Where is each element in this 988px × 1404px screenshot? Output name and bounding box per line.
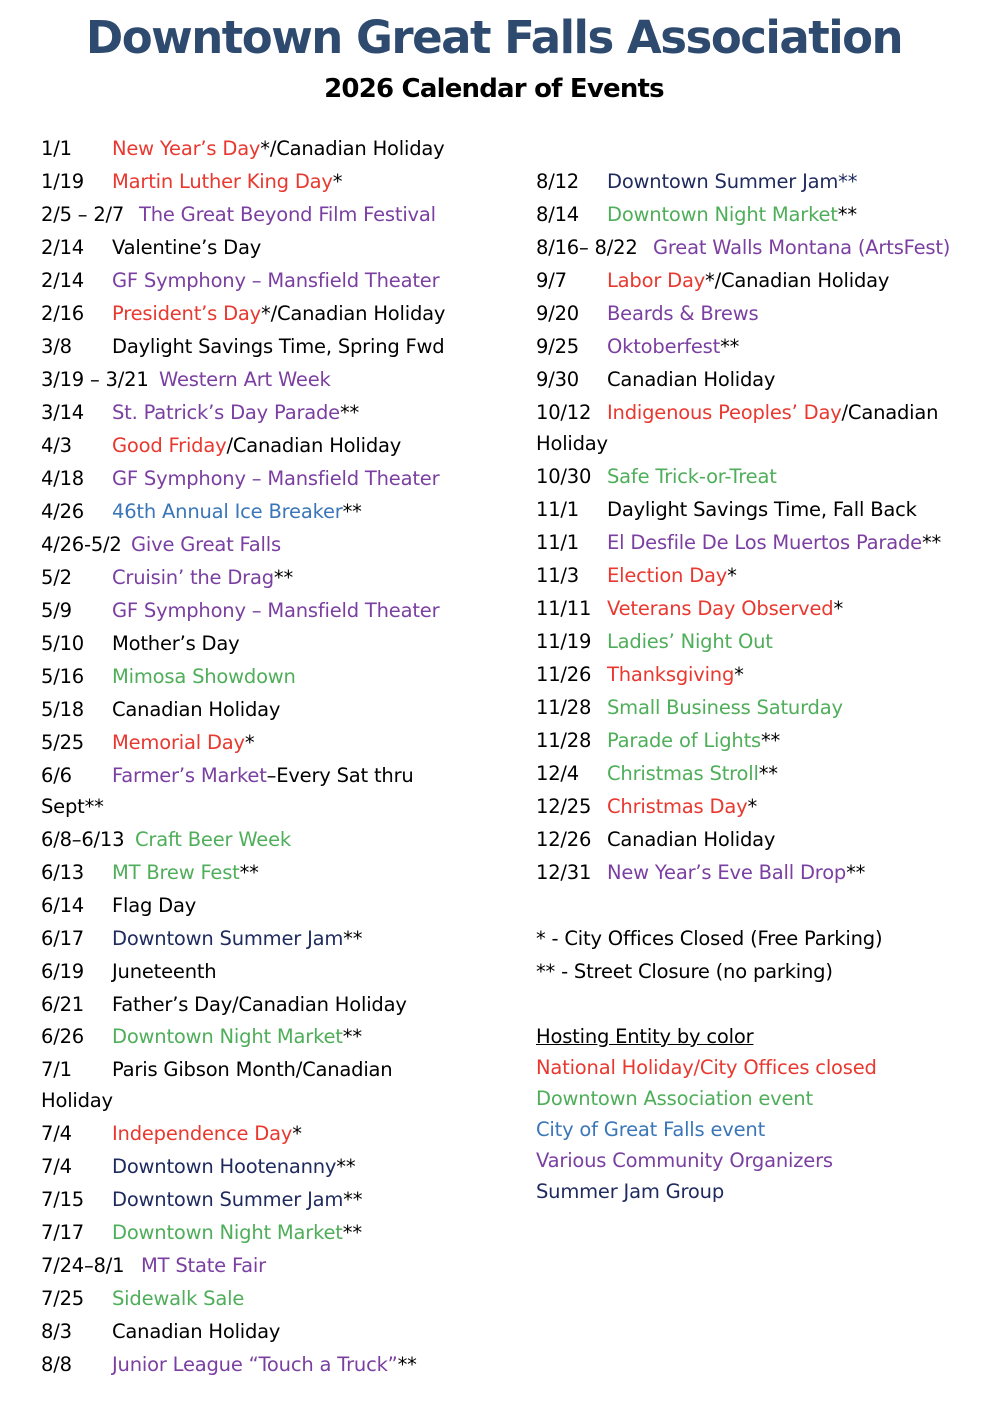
event-date: 6/8–6/13 (41, 828, 125, 851)
event-date: 7/1 (41, 1058, 72, 1081)
event-suffix: ** (758, 762, 778, 785)
event-date: 3/19 – 3/21 (41, 368, 149, 391)
event-date: 8/16– 8/22 (536, 236, 638, 259)
event-date: 11/11 (536, 597, 592, 620)
event-date: 2/5 – 2/7 (41, 203, 125, 226)
event-row (536, 265, 889, 296)
event-name: El Desfile De Los Muertos Parade (607, 531, 922, 554)
event-date: 11/19 (536, 630, 592, 653)
event-date: 2/14 (41, 269, 84, 292)
event-date: 6/6 (41, 764, 72, 787)
event-row (536, 461, 777, 492)
event-row (536, 593, 843, 624)
event-suffix: ** (761, 729, 781, 752)
event-suffix: /Canadian Holiday (536, 401, 939, 455)
event-row (536, 692, 843, 723)
event-date: 9/20 (536, 302, 579, 325)
event-name: Western Art Week (159, 368, 331, 391)
event-name: GF Symphony – Mansfield Theater (112, 269, 440, 292)
event-date: 3/14 (41, 401, 84, 424)
event-date: 5/16 (41, 665, 84, 688)
event-name: Mother’s Day (112, 632, 240, 655)
note-double-star: ** - Street Closure (no parking) (536, 960, 833, 983)
event-name: Veterans Day Observed (607, 597, 834, 620)
event-suffix: ** (397, 1353, 417, 1376)
event-date: 7/24–8/1 (41, 1254, 125, 1277)
event-row (41, 331, 445, 362)
event-name: Juneteenth (112, 960, 217, 983)
event-name: Canadian Holiday (607, 368, 776, 391)
event-date: 6/17 (41, 927, 84, 950)
event-row (41, 1349, 417, 1380)
event-name: Thanksgiving (607, 663, 735, 686)
event-date: 11/26 (536, 663, 592, 686)
event-date: 1/19 (41, 170, 84, 193)
event-row (41, 265, 439, 296)
note-single-star: * - City Offices Closed (Free Parking) (536, 927, 883, 950)
event-name: Cruisin’ the Drag (112, 566, 274, 589)
event-row (41, 199, 436, 230)
event-suffix: ** (239, 861, 259, 884)
event-row (41, 298, 445, 329)
event-suffix: ** (342, 500, 362, 523)
event-date: 11/3 (536, 564, 579, 587)
event-date: 8/8 (41, 1353, 72, 1376)
event-name: Father’s Day/Canadian Holiday (112, 993, 407, 1016)
event-name: Labor Day (607, 269, 706, 292)
event-row (41, 232, 261, 263)
event-name: Downtown Night Market (607, 203, 838, 226)
event-date: 12/25 (536, 795, 592, 818)
event-row (41, 430, 401, 461)
event-suffix: ** (273, 566, 294, 589)
event-row (41, 661, 296, 692)
event-name: Christmas Day (607, 795, 748, 818)
event-name: Martin Luther King Day (112, 170, 333, 193)
event-date: 8/3 (41, 1320, 72, 1343)
event-name: President’s Day (112, 302, 262, 325)
event-date: 12/26 (536, 828, 592, 851)
event-row (41, 397, 359, 428)
event-row (41, 857, 259, 888)
event-name: Paris Gibson Month/Canadian Holiday (41, 1058, 393, 1112)
event-suffix: ** (342, 1025, 362, 1048)
event-name: Downtown Summer Jam (112, 1188, 344, 1211)
event-suffix: ** (339, 401, 360, 424)
event-date: 9/30 (536, 368, 579, 391)
event-date: 3/8 (41, 335, 72, 358)
event-row (41, 1118, 302, 1149)
event-suffix: ** (343, 927, 363, 950)
event-date: 4/26-5/2 (41, 533, 122, 556)
event-row (41, 1021, 362, 1052)
event-row (536, 791, 757, 822)
event-date: 9/25 (536, 335, 579, 358)
event-name: 46th Annual Ice Breaker (112, 500, 343, 523)
event-row (41, 166, 342, 197)
event-name: GF Symphony – Mansfield Theater (112, 467, 440, 490)
event-suffix: * (244, 731, 255, 754)
event-name: The Great Beyond Film Festival (139, 203, 436, 226)
event-date: 6/19 (41, 960, 84, 983)
event-date: 10/30 (536, 465, 592, 488)
event-name: Christmas Stroll (607, 762, 759, 785)
event-suffix: * (292, 1122, 302, 1145)
event-suffix: ** (720, 335, 740, 358)
event-name: Downtown Summer Jam** (607, 170, 858, 193)
event-name: Memorial Day (112, 731, 245, 754)
event-date: 11/28 (536, 696, 592, 719)
event-name: Safe Trick-or-Treat (607, 465, 777, 488)
event-date: 4/26 (41, 500, 84, 523)
event-name: Valentine’s Day (112, 236, 262, 259)
event-suffix: /Canadian Holiday (226, 434, 402, 457)
event-name: Election Day (607, 564, 728, 587)
event-row (536, 659, 744, 690)
event-row (41, 1250, 266, 1281)
event-row (41, 1217, 362, 1248)
event-suffix: ** (921, 531, 942, 554)
event-suffix: * (747, 795, 757, 818)
event-row (41, 595, 439, 626)
event-row (536, 857, 865, 888)
legend-item: Summer Jam Group (536, 1180, 725, 1203)
event-row (41, 694, 280, 725)
event-name: Independence Day (112, 1122, 293, 1145)
legend-item: Various Community Organizers (536, 1149, 833, 1172)
event-name: Give Great Falls (131, 533, 281, 556)
event-date: 11/1 (536, 498, 579, 521)
event-row (41, 496, 362, 527)
event-row (536, 560, 737, 591)
event-name: St. Patrick’s Day Parade (112, 401, 340, 424)
event-name: Junior League “Touch a Truck” (112, 1353, 398, 1376)
event-date: 2/14 (41, 236, 84, 259)
event-name: MT Brew Fest (112, 861, 240, 884)
event-suffix: ** (837, 203, 857, 226)
event-suffix: * (332, 170, 343, 193)
event-row (536, 199, 857, 230)
event-name: MT State Fair (141, 1254, 266, 1277)
event-suffix: ** (343, 1188, 363, 1211)
event-row (536, 494, 917, 525)
event-name: Flag Day (112, 894, 197, 917)
event-date: 5/2 (41, 566, 72, 589)
event-row (41, 1184, 362, 1215)
event-suffix: */Canadian Holiday (705, 269, 890, 292)
event-name: Small Business Saturday (607, 696, 843, 719)
event-row (41, 628, 239, 659)
event-row (536, 397, 956, 459)
event-name: Downtown Night Market (112, 1221, 343, 1244)
event-suffix: */Canadian Holiday (261, 302, 446, 325)
event-date: 5/9 (41, 599, 72, 622)
event-date: 6/14 (41, 894, 84, 917)
event-date: 5/10 (41, 632, 84, 655)
event-row (536, 758, 778, 789)
event-row (41, 364, 331, 395)
event-name: Good Friday (112, 434, 227, 457)
event-suffix: * (734, 663, 744, 686)
legend-item: Downtown Association event (536, 1087, 813, 1110)
event-row (41, 923, 362, 954)
event-row (536, 725, 780, 756)
event-date: 7/15 (41, 1188, 84, 1211)
event-row (41, 1151, 355, 1182)
event-date: 10/12 (536, 401, 592, 424)
event-date: 12/31 (536, 861, 592, 884)
event-name: Ladies’ Night Out (607, 630, 773, 653)
event-name: Beards & Brews (607, 302, 759, 325)
event-suffix: ** (342, 1221, 362, 1244)
event-date: 6/21 (41, 993, 84, 1016)
event-suffix: ** (336, 1155, 356, 1178)
event-name: Farmer’s Market (112, 764, 267, 787)
event-row (41, 1316, 280, 1347)
event-date: 12/4 (536, 762, 579, 785)
event-date: 5/18 (41, 698, 84, 721)
event-row (41, 1283, 244, 1314)
event-name: GF Symphony – Mansfield Theater (112, 599, 440, 622)
event-name: Sidewalk Sale (112, 1287, 245, 1310)
event-date: 1/1 (41, 137, 72, 160)
event-date: 4/3 (41, 434, 72, 457)
event-suffix: ** (846, 861, 866, 884)
event-name: Downtown Hootenanny (112, 1155, 337, 1178)
event-row (41, 760, 461, 822)
event-row (41, 989, 407, 1020)
legend-item: National Holiday/City Offices closed (536, 1056, 877, 1079)
event-row (41, 463, 439, 494)
event-name: New Year’s Day (112, 137, 261, 160)
event-row (536, 232, 950, 263)
event-date: 7/25 (41, 1287, 84, 1310)
event-name: Parade of Lights (607, 729, 761, 752)
event-row (536, 626, 773, 657)
event-name: New Year’s Eve Ball Drop (607, 861, 847, 884)
event-row (41, 727, 254, 758)
event-date: 6/13 (41, 861, 84, 884)
event-suffix: * (833, 597, 844, 620)
event-date: 7/17 (41, 1221, 84, 1244)
event-row (536, 298, 758, 329)
event-row (41, 529, 281, 560)
event-row (41, 1054, 461, 1116)
page-subtitle: 2026 Calendar of Events (324, 74, 664, 104)
page-title: Downtown Great Falls Association (85, 11, 903, 64)
event-name: Downtown Night Market (112, 1025, 343, 1048)
legend-item: City of Great Falls event (536, 1118, 766, 1141)
event-row (536, 364, 775, 395)
event-date: 8/14 (536, 203, 579, 226)
event-name: Great Walls Montana (ArtsFest) (653, 236, 951, 259)
event-date: 5/25 (41, 731, 84, 754)
event-name: Canadian Holiday (112, 698, 281, 721)
event-row (41, 133, 444, 164)
event-date: 11/1 (536, 531, 579, 554)
event-date: 7/4 (41, 1122, 72, 1145)
event-suffix: * (727, 564, 737, 587)
event-date: 7/4 (41, 1155, 72, 1178)
event-date: 2/16 (41, 302, 84, 325)
event-name: Canadian Holiday (112, 1320, 281, 1343)
event-date: 8/12 (536, 170, 579, 193)
event-name: Indigenous Peoples’ Day (607, 401, 842, 424)
event-suffix: */Canadian Holiday (260, 137, 445, 160)
event-date: 11/28 (536, 729, 592, 752)
event-name: Daylight Savings Time, Spring Fwd (112, 335, 445, 358)
event-row (536, 824, 775, 855)
event-row (536, 331, 739, 362)
event-row (536, 166, 857, 197)
event-name: Oktoberfest (607, 335, 721, 358)
event-name: Canadian Holiday (607, 828, 776, 851)
event-row (41, 824, 291, 855)
event-name: Craft Beer Week (135, 828, 291, 851)
event-name: Mimosa Showdown (112, 665, 296, 688)
event-date: 4/18 (41, 467, 84, 490)
event-name: Daylight Savings Time, Fall Back (607, 498, 917, 521)
event-name: Downtown Summer Jam (112, 927, 344, 950)
legend-heading: Hosting Entity by color (536, 1025, 754, 1048)
event-row (536, 527, 941, 558)
event-row (41, 890, 196, 921)
event-date: 6/26 (41, 1025, 84, 1048)
event-row (41, 562, 293, 593)
event-date: 9/7 (536, 269, 567, 292)
event-row (41, 956, 216, 987)
event-suffix: –Every Sat thru Sept** (41, 764, 414, 818)
